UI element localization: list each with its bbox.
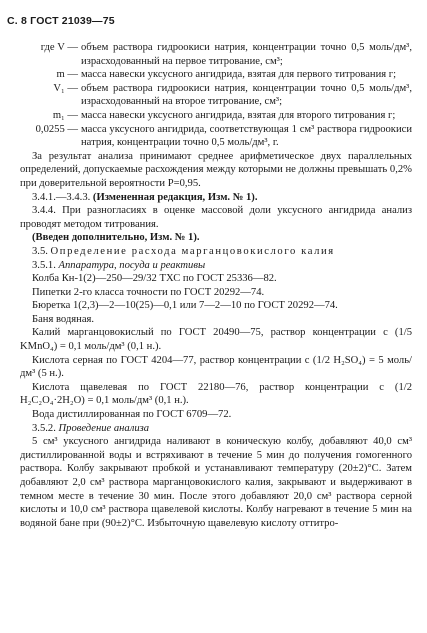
section-35-heading	[20, 245, 412, 259]
section-341	[20, 191, 412, 205]
definition-text: масса навески уксусного ангидрида, взятая для первого титрования г;	[81, 69, 397, 81]
definition-row	[20, 123, 412, 150]
definition-row	[20, 41, 412, 68]
definition-text: объем раствора гидроокиси натрия, концентрации точно 0,5 моль/дм³, израсходованный на второе титрование, см³;	[81, 82, 412, 108]
definition-symbol: V —	[57, 42, 78, 53]
list-item: Кислота щавелевая по ГОСТ 22180—76, раствор концентрации с (1/2 H₂C₂O₄·2H₂O) = 0,1 моль/дм³ (0,1 н.).	[20, 381, 412, 407]
definitions-list	[20, 41, 412, 150]
list-item: Колба Кн-1(2)—250—29/32 ТХС по ГОСТ 25336—82.	[32, 273, 277, 285]
definition-symbol: m —	[56, 69, 78, 81]
section-title: Проведение анализа	[58, 422, 150, 434]
section-title: Аппаратура, посуда и реактивы	[58, 259, 206, 271]
section-351-heading	[20, 259, 412, 273]
result-paragraph: За результат анализа принимают среднее арифметическое двух параллельных определений, допускаемые расхождения между которыми не должны превышать 0,2% при доверительной вероятности Р=0,95.	[20, 150, 412, 189]
section-title: Определение расхода марганцовокислого калия	[50, 245, 335, 257]
definition-row	[20, 109, 412, 123]
amendment-note: (Введен дополнительно, Изм. № 1).	[32, 232, 200, 244]
definition-row	[20, 68, 412, 82]
section-number: 3.5.	[32, 245, 48, 257]
section-344: 3.4.4. При разногласиях в оценке массовой доли уксусного ангидрида анализ проводят методом титрования.	[20, 205, 412, 230]
list-item: Баня водяная.	[32, 313, 95, 325]
document-body	[20, 41, 412, 530]
section-number: 3.4.1.—3.4.3.	[32, 191, 91, 203]
definition-symbol: 0,0255 —	[35, 123, 78, 135]
page-header: С. 8 ГОСТ 21039—75	[7, 15, 115, 27]
analysis-paragraph: 5 см³ уксусного ангидрида наливают в коническую колбу, добавляют 40,0 см³ дистиллированной воды и встряхивают в течение 5 мин до получения гомогенного раствора. Колбу закрывают пробкой и устанавливают температуру (20±2)°С. Затем добавляют 2,0 см³ раствора марганцовокислого калия, закрывают и выдерживают в темном месте в течение 30 мин. После этого добавляют 20,0 см³ раствора серной кислоты и 10,0 см³ раствора щавелевой кислоты. Колбу нагревают в течение 5 мин на водяной бане при (90±2)°С. Избыточную щавелевую кислоту оттитро-	[20, 436, 412, 529]
definition-text: объем раствора гидроокиси натрия, концентрации точно 0,5 моль/дм³, израсходованный на первое титрование, см³;	[81, 42, 412, 67]
section-352-heading	[20, 422, 412, 436]
definition-symbol: V₁ —	[53, 82, 78, 94]
definition-text: масса навески уксусного ангидрида, взятая для второго титрования г;	[81, 109, 396, 121]
definition-text: масса уксусного ангидрида, соответствующая 1 см³ раствора гидроокиси натрия, концентрации точно 0,5 моль/дм³, г.	[81, 123, 412, 149]
amendment-note: (Измененная редакция, Изм. № 1).	[92, 191, 258, 203]
list-item: Вода дистиллированная по ГОСТ 6709—72.	[32, 409, 232, 421]
definition-row	[20, 82, 412, 109]
section-number: 3.5.2.	[32, 422, 56, 434]
list-item: Калий марганцовокислый по ГОСТ 20490—75, раствор концентрации с (1/5 KMnO₄) = 0,1 моль/дм³ (0,1 н.).	[20, 327, 412, 353]
list-item: Пипетки 2-го класса точности по ГОСТ 20292—74.	[32, 286, 265, 298]
equipment-list	[20, 272, 412, 422]
definition-prefix: где	[40, 42, 55, 53]
list-item: Бюретка 1(2,3)—2—10(25)—0,1 или 7—2—10 по ГОСТ 20292—74.	[32, 300, 338, 312]
definition-symbol: m₁ —	[52, 109, 78, 121]
list-item: Кислота серная по ГОСТ 4204—77, раствор концентрации с (1/2 H₂SO₄) = 5 моль/дм³ (5 н.).	[20, 354, 412, 380]
section-number: 3.5.1.	[32, 259, 56, 271]
